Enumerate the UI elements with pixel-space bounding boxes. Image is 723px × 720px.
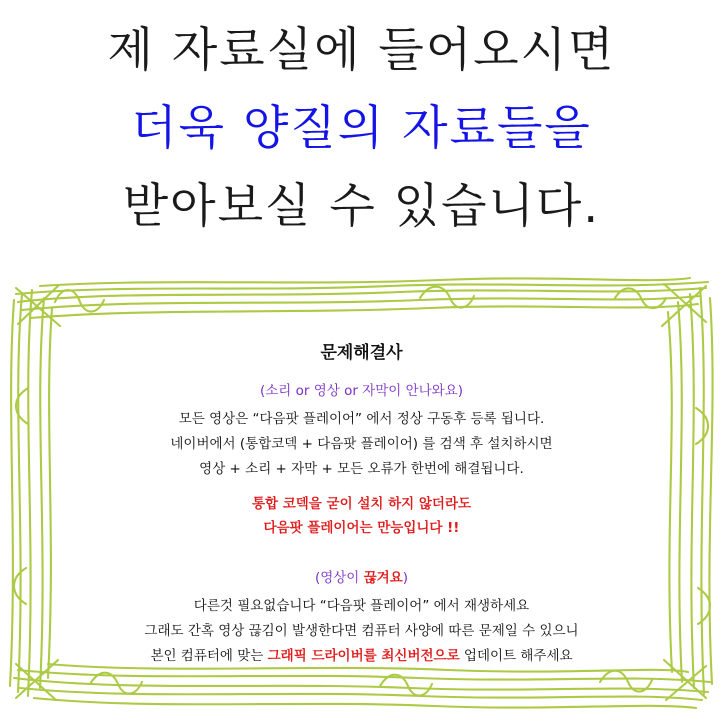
headline-line-2: 더욱 양질의 자료들을	[131, 101, 592, 156]
section1-line-3: 영상 + 소리 + 자막 + 모든 오류가 한번에 해결됩니다.	[199, 461, 524, 477]
panel-content	[60, 338, 663, 669]
scribble-frame	[0, 268, 723, 720]
section1-line-2: 네이버에서 (통합코덱 + 다음팟 플레이어) 를 검색 후 설치하시면	[170, 436, 553, 452]
section2-heading-suffix: )	[402, 570, 409, 586]
spacer-1	[60, 482, 663, 492]
spacer-2	[60, 540, 663, 566]
section2-line-3	[60, 644, 663, 669]
section2-line-2: 그래도 간혹 영상 끊김이 발생한다면 컴퓨터 사양에 따른 문제일 수 있으니	[144, 623, 579, 639]
headline-line-1: 제 자료실에 들어오시면	[107, 23, 616, 78]
headline-line-3: 받아보실 수 있습니다.	[122, 179, 601, 234]
section2-heading	[60, 566, 663, 591]
section1-heading: (소리 or 영상 or 자막이 안나와요)	[259, 383, 464, 399]
section2-last-suffix: 업데이트 해주세요	[459, 648, 573, 664]
section1-highlight-2: 다음팟 플레이어는 만능입니다 !!	[263, 520, 460, 536]
section1-line-1: 모든 영상은 “다음팟 플레이어” 에서 정상 구동후 등록 됩니다.	[178, 411, 545, 427]
section2-heading-prefix: (영상이	[314, 570, 364, 586]
section1-highlight-1: 통합 코덱을 굳이 설치 하지 않더라도	[251, 496, 472, 512]
section2-line-1: 다른것 필요없습니다 “다음팟 플레이어” 에서 재생하세요	[193, 598, 530, 614]
panel-title: 문제해결사	[320, 343, 403, 363]
section2-heading-highlight: 끊겨요	[363, 570, 403, 586]
headline-block	[0, 12, 723, 246]
section2-last-prefix: 본인 컴퓨터에 맞는	[150, 648, 268, 664]
section2-last-highlight: 그래픽 드라이버를 최신버전으로	[267, 648, 460, 664]
